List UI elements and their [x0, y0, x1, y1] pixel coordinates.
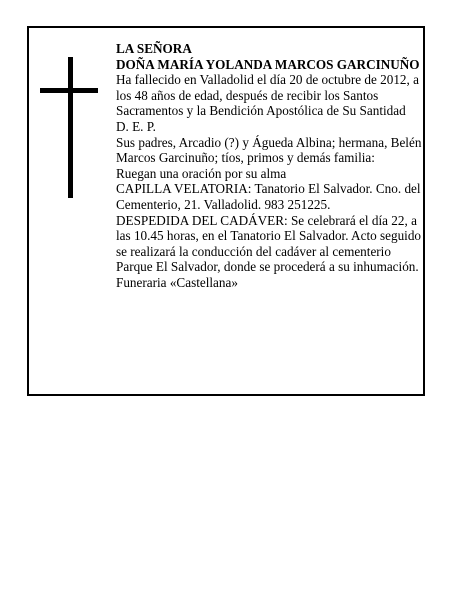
notice-text: [116, 41, 422, 291]
prayer-request: Ruegan una oración por su alma: [116, 165, 287, 181]
family-list: Sus padres, Arcadio (?) y Águeda Albina; hermana, Belén Marcos Garcinuño; tíos, primos y demás familia:: [116, 134, 422, 166]
notice-heading: LA SEÑORA: [116, 41, 192, 56]
cross-icon-crossbar: [40, 88, 98, 93]
death-announcement: Ha fallecido en Valladolid el día 20 de octubre de 2012, a los 48 años de edad, después de recibir los Santos Sacramentos y la Bendición Apostólica de Su Santidad: [116, 72, 419, 119]
funeral-home: Funeraria «Castellana»: [116, 274, 238, 290]
cross-icon: [68, 57, 73, 198]
rip: D. E. P.: [116, 118, 156, 134]
obituary-notice: [27, 26, 425, 396]
deceased-name: DOÑA MARÍA YOLANDA MARCOS GARCINUÑO: [116, 56, 420, 72]
funeral-farewell: DESPEDIDA DEL CADÁVER: Se celebrará el día 22, a las 10.45 horas, en el Tanatorio El Salvador. Acto seguido se realizará la conducción del cadáver al cementerio Parque El Salvador, donde se procederá a su inhumación.: [116, 212, 422, 275]
wake-chapel: CAPILLA VELATORIA: Tanatorio El Salvador. Cno. del Cementerio, 21. Valladolid. 983 251225.: [116, 181, 421, 212]
